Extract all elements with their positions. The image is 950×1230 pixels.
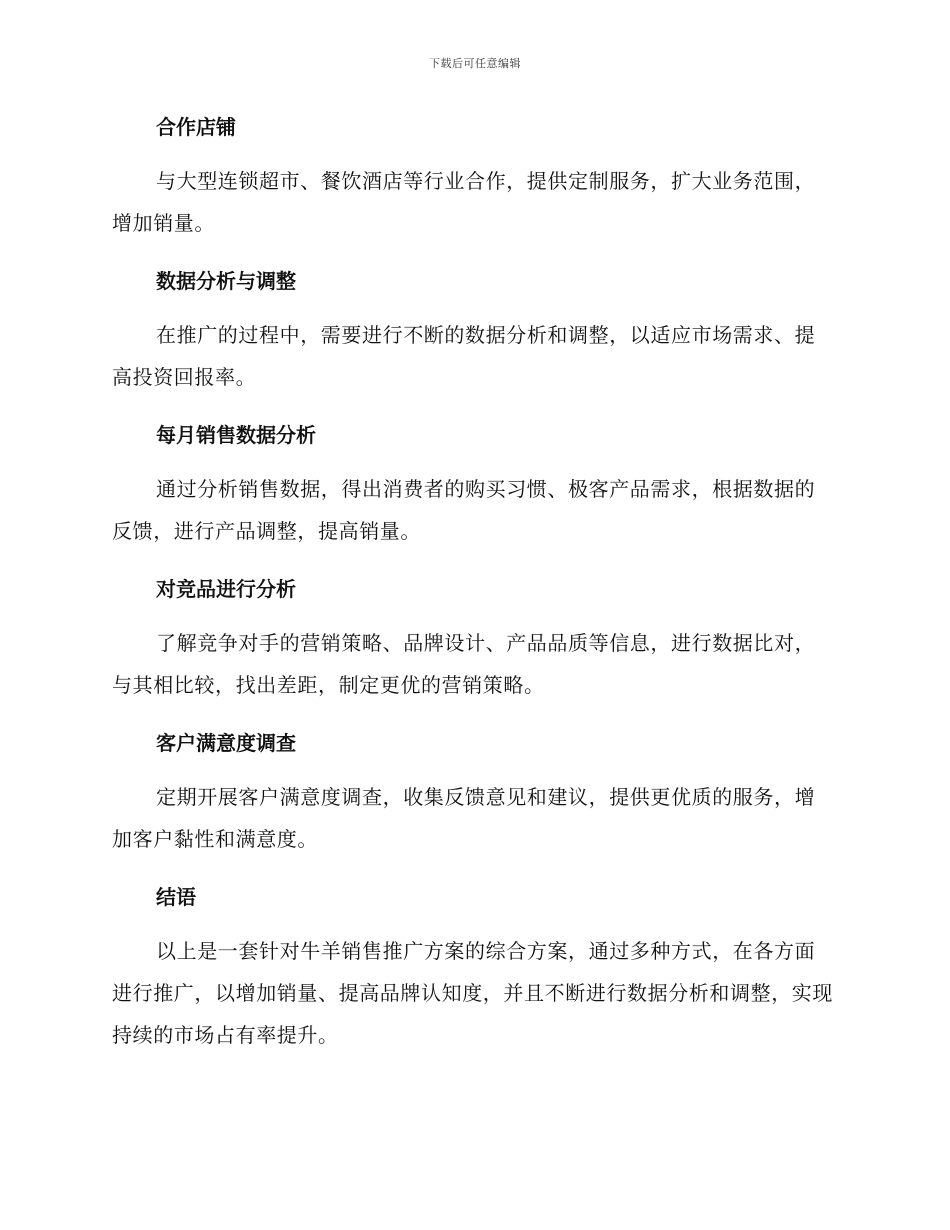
section-heading-conclusion: 结语 [156,885,196,909]
section-body-competitor-analysis: 了解竞争对手的营销策略、品牌设计、产品品质等信息，进行数据比对，与其相比较，找出差距，制定更优的营销策略。 [112,631,816,697]
section-body-partner-stores: 与大型连锁超市、餐饮酒店等行业合作，提供定制服务，扩大业务范围，增加销量。 [112,169,816,235]
section-body-monthly-sales: 通过分析销售数据，得出消费者的购买习惯、极客产品需求，根据数据的反馈，进行产品调整，提高销量。 [112,477,816,543]
section-heading-monthly-sales: 每月销售数据分析 [156,423,316,447]
section-heading-customer-survey: 客户满意度调查 [156,731,296,755]
page-header-note: 下载后可任意编辑 [429,57,521,70]
section-body-customer-survey: 定期开展客户满意度调查，收集反馈意见和建议，提供更优质的服务，增加客户黏性和满意度。 [112,785,816,851]
section-heading-partner-stores: 合作店铺 [156,115,236,139]
section-heading-data-analysis: 数据分析与调整 [156,269,296,293]
section-body-conclusion: 以上是一套针对牛羊销售推广方案的综合方案，通过多种方式，在各方面进行推广，以增加销量、提高品牌认知度，并且不断进行数据分析和调整，实现持续的市场占有率提升。 [112,939,833,1047]
section-heading-competitor-analysis: 对竞品进行分析 [156,577,296,601]
document-content [112,108,834,1074]
section-body-data-analysis: 在推广的过程中，需要进行不断的数据分析和调整，以适应市场需求、提高投资回报率。 [112,323,816,389]
